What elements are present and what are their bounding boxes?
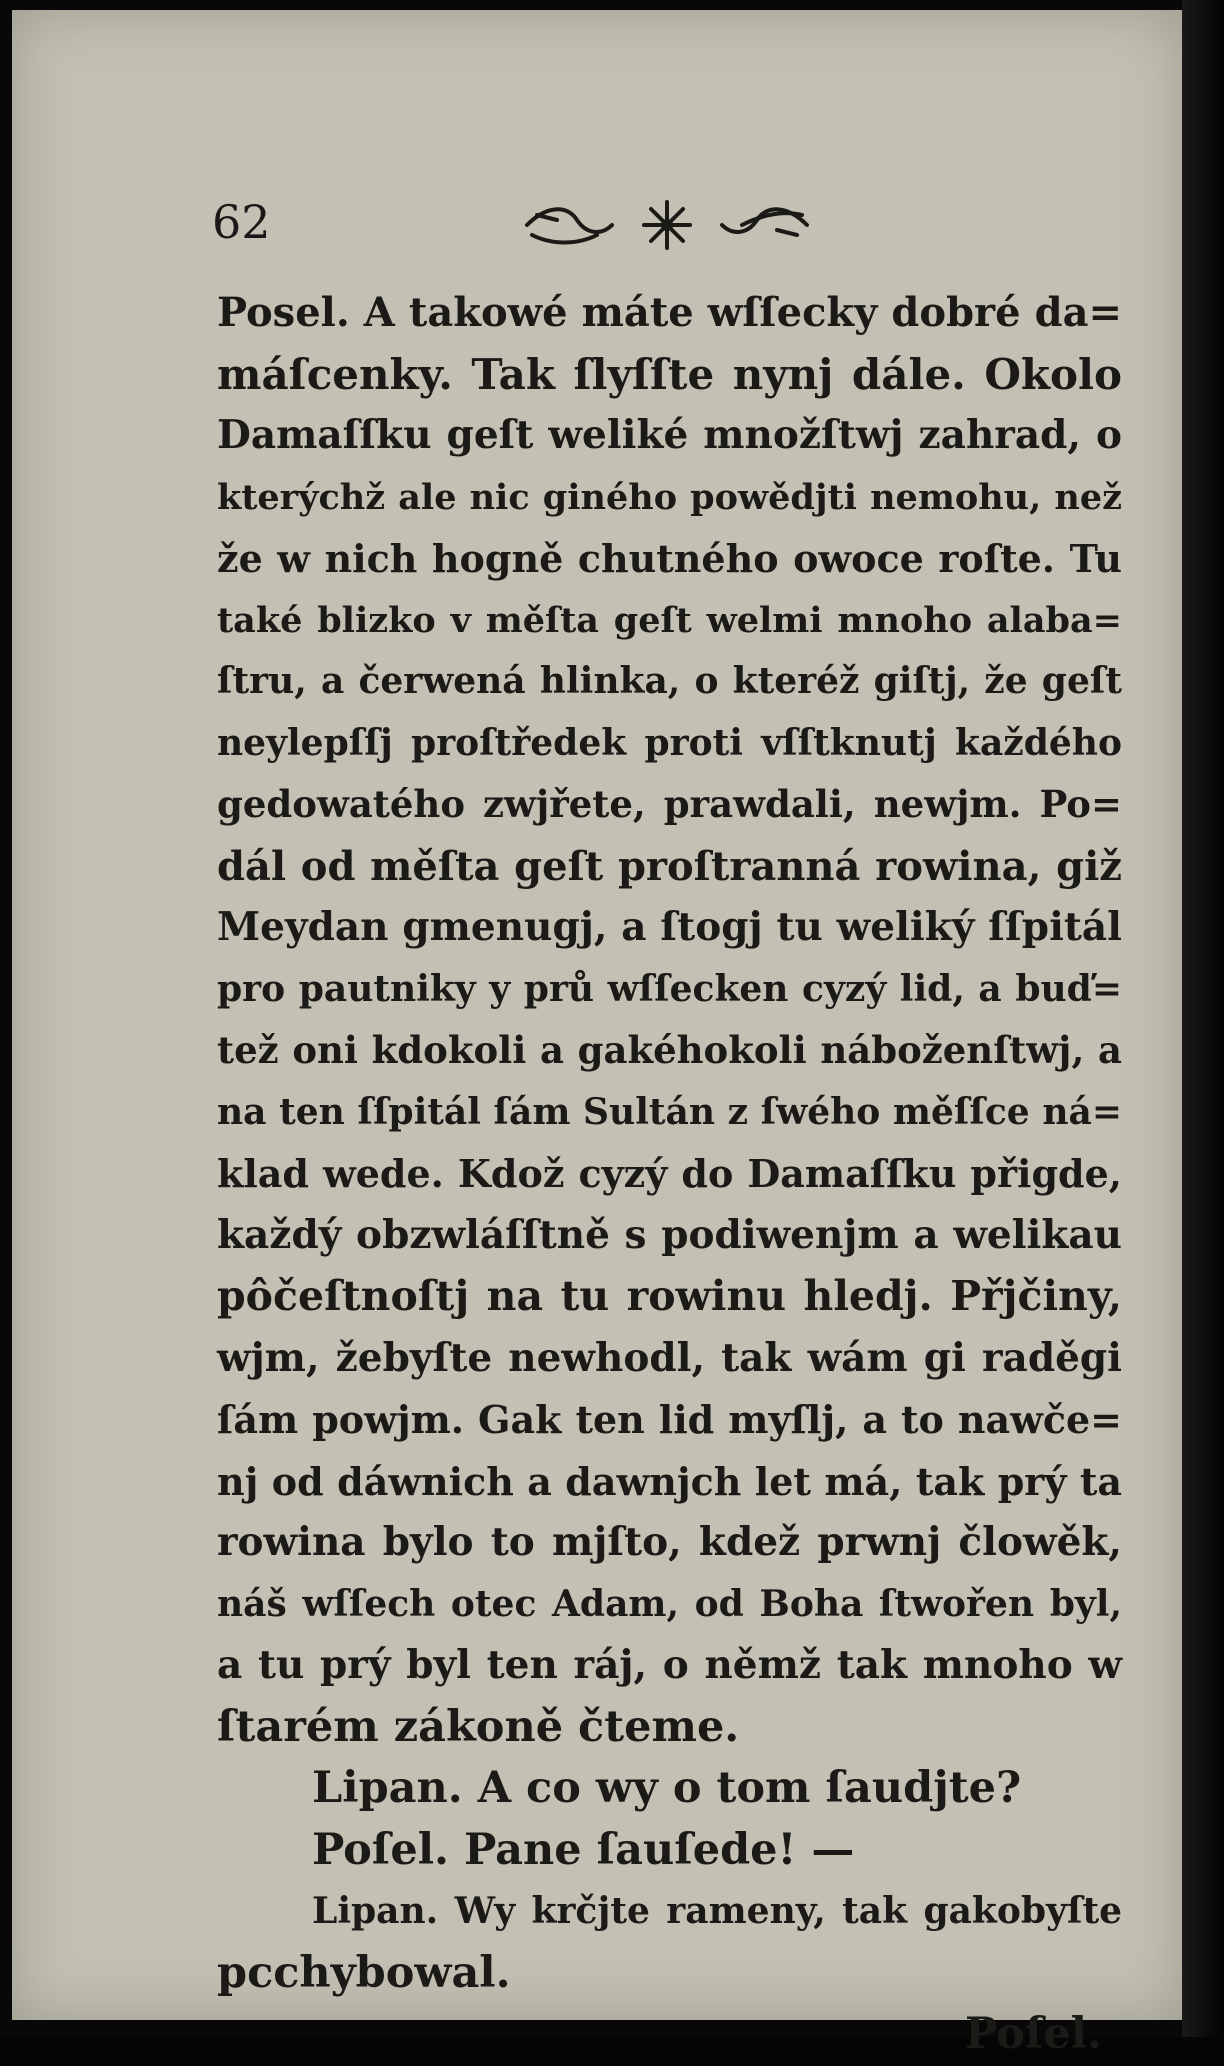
text-line: klad wede. Kdož cyzý do Damaſſku přigde, [217, 1151, 1122, 1196]
text-line: pcchybowal. [217, 1947, 511, 1998]
text-line: ſtru, a čerwená hlinka, o kteréž giſtj, že geſt [217, 660, 1122, 702]
text-line: neylepſſj proſtředek proti vſſtknutj každého [217, 721, 1122, 764]
text-line: wjm, žebyſte newhodl, tak wám gi raděgi [217, 1334, 1122, 1381]
text-line: a tu prý byl ten ráj, o němž tak mnoho w [217, 1642, 1122, 1688]
text-line: pôčeſtnoſtj na tu rowinu hledj. Přjčiny, [217, 1272, 1122, 1320]
text-line: nj od dáwnich a dawnjch let má, tak prý ta [217, 1458, 1122, 1504]
dialogue-line: Poſel. Pane ſauſede! — [312, 1824, 855, 1875]
text-line: že w nich hogně chutného owoce roſte. Tu [217, 536, 1122, 581]
catchword: Poſel. [964, 2009, 1102, 2059]
text-line: pro pautniky y prů wſſecken cyzý lid, a buď= [217, 967, 1122, 1010]
dialogue-line: Lipan. A co wy o tom ſaudjte? [312, 1763, 1022, 1813]
text-line: Meydan gmenugj, a ſtogj tu weliký ſſpitál [217, 904, 1122, 950]
book-edge [1182, 0, 1224, 2037]
text-line: také blizko v měſta geſt welmi mnoho alaba= [217, 599, 1122, 641]
fleuron-ornament-icon [517, 190, 817, 260]
text-line: rowina bylo to mjſto, kdež prwnj člowěk, [217, 1519, 1122, 1565]
page-body-text [217, 282, 1122, 2066]
text-line: na ten ſſpitál ſám Sultán z ſwého měſſce ná= [217, 1090, 1122, 1133]
text-line: kterýchž ale nic giného powědjti nemohu, než [217, 476, 1122, 518]
text-line: tež oni kdokoli a gakéhokoli náboženſtwj, a [217, 1028, 1122, 1072]
book-page [12, 10, 1182, 2059]
page-number: 62 [212, 195, 271, 249]
text-line: každý obzwláſſtně s podiwenjm a welikau [217, 1211, 1122, 1258]
text-line: gedowatého zwjřete, prawdali, newjm. Po= [217, 782, 1122, 826]
text-line: Damaſſku geſt weliké množſtwj zahrad, o [217, 412, 1122, 458]
text-line: ſtarém zákoně čteme. [217, 1701, 740, 1752]
dialogue-line: Lipan. Wy krčjte rameny, tak gakobyſte [312, 1890, 1122, 1932]
page-header [12, 10, 1182, 270]
text-line: máſcenky. Tak ſlyſſte nynj dále. Okolo [217, 349, 1122, 399]
text-line: dál od měſta geſt proſtranná rowina, giž [217, 842, 1122, 890]
text-line: náš wſſech otec Adam, od Boha ſtwořen byl, [217, 1582, 1122, 1625]
text-line: Posel. A takowé máte wſſecky dobré da= [217, 289, 1122, 336]
text-line: ſám powjm. Gak ten lid myſlj, a to nawče= [217, 1397, 1122, 1442]
